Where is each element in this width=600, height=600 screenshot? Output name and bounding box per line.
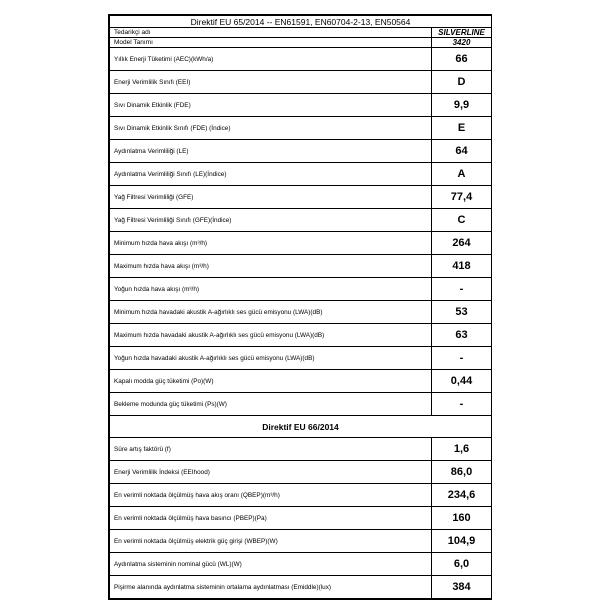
spec-value: 264 bbox=[432, 232, 492, 255]
spec-label: Yağ Filtresi Verimliliği (GFE) bbox=[110, 186, 432, 209]
spec-label: Aydınlatma sisteminin nominal gücü (WL)(W) bbox=[110, 553, 432, 576]
spec-row bbox=[110, 301, 492, 324]
section-title: Direktif EU 66/2014 bbox=[110, 416, 492, 438]
spec-row bbox=[110, 484, 492, 507]
spec-row bbox=[110, 370, 492, 393]
spec-label: Aydınlatma Verimliliği (LE) bbox=[110, 140, 432, 163]
spec-row bbox=[110, 71, 492, 94]
spec-value: 77,4 bbox=[432, 186, 492, 209]
spec-label: Enerji Verimlilik Sınıfı (EEI) bbox=[110, 71, 432, 94]
spec-value: - bbox=[432, 393, 492, 416]
spec-label: En verimli noktada ölçülmüş hava basıncı (PBEP)(Pa) bbox=[110, 507, 432, 530]
spec-value: 9,9 bbox=[432, 94, 492, 117]
model-value: 3420 bbox=[432, 38, 492, 48]
spec-label: Yoğun hızda havadaki akustik A-ağırlıklı ses gücü emisyonu (LWA)(dB) bbox=[110, 347, 432, 370]
spec-label: Süre artış faktörü (f) bbox=[110, 438, 432, 461]
spec-row bbox=[110, 163, 492, 186]
spec-value: - bbox=[432, 278, 492, 301]
spec-value: 63 bbox=[432, 324, 492, 347]
spec-row bbox=[110, 255, 492, 278]
spec-row bbox=[110, 186, 492, 209]
spec-value: 0,44 bbox=[432, 370, 492, 393]
spec-value: 234,6 bbox=[432, 484, 492, 507]
spec-label: Kapalı modda güç tüketimi (Po)(W) bbox=[110, 370, 432, 393]
spec-label: Minimum hızda havadaki akustik A-ağırlıklı ses gücü emisyonu (LWA)(dB) bbox=[110, 301, 432, 324]
spec-row bbox=[110, 140, 492, 163]
supplier-value: SILVERLINE bbox=[432, 28, 492, 38]
spec-label: Minimum hızda hava akışı (m³/h) bbox=[110, 232, 432, 255]
spec-value: 160 bbox=[432, 507, 492, 530]
supplier-label: Tedarikçi adı bbox=[110, 28, 432, 38]
spec-row bbox=[110, 324, 492, 347]
spec-value: 418 bbox=[432, 255, 492, 278]
spec-label: Sıvı Dinamik Etkinlik (FDE) bbox=[110, 94, 432, 117]
spec-row bbox=[110, 393, 492, 416]
model-row bbox=[110, 38, 492, 48]
spec-row bbox=[110, 530, 492, 553]
spec-label: Sıvı Dinamik Etkinlik Sınıfı (FDE) (İndice) bbox=[110, 117, 432, 140]
spec-label: Yoğun hızda hava akışı (m³/h) bbox=[110, 278, 432, 301]
spec-row bbox=[110, 347, 492, 370]
spec-row bbox=[110, 461, 492, 484]
spec-row bbox=[110, 94, 492, 117]
spec-row bbox=[110, 576, 492, 599]
section-header-row bbox=[110, 416, 492, 438]
spec-label: En verimli noktada ölçülmüş hava akış oranı (QBEP)(m³/h) bbox=[110, 484, 432, 507]
spec-row bbox=[110, 48, 492, 71]
spec-value: - bbox=[432, 347, 492, 370]
spec-value: E bbox=[432, 117, 492, 140]
spec-value: 66 bbox=[432, 48, 492, 71]
supplier-row bbox=[110, 28, 492, 38]
spec-label: Enerji Verimlilik İndeksi (EEIhood) bbox=[110, 461, 432, 484]
spec-value: 104,9 bbox=[432, 530, 492, 553]
spec-label: Yağ Filtresi Verimliliği Sınıfı (GFE)(İndice) bbox=[110, 209, 432, 232]
spec-label: Pişirme alanında aydınlatma sisteminin ortalama aydınlatması (Emiddle)(lux) bbox=[110, 576, 432, 599]
spec-value: 384 bbox=[432, 576, 492, 599]
spec-table bbox=[109, 15, 492, 599]
spec-label: Bekleme modunda güç tüketimi (Ps)(W) bbox=[110, 393, 432, 416]
spec-value: 86,0 bbox=[432, 461, 492, 484]
spec-row bbox=[110, 507, 492, 530]
spec-value: 6,0 bbox=[432, 553, 492, 576]
spec-value: D bbox=[432, 71, 492, 94]
spec-value: 53 bbox=[432, 301, 492, 324]
directive-header: Direktif EU 65/2014 -- EN61591, EN60704-2-13, EN50564 bbox=[110, 16, 492, 28]
spec-value: 1,6 bbox=[432, 438, 492, 461]
spec-label: Maximum hızda havadaki akustik A-ağırlıklı ses gücü emisyonu (LWA)(dB) bbox=[110, 324, 432, 347]
spec-row bbox=[110, 438, 492, 461]
model-label: Model Tanımı bbox=[110, 38, 432, 48]
spec-label: Maximum hızda hava akışı (m³/h) bbox=[110, 255, 432, 278]
spec-label: Yıllık Enerji Tüketimi (AEC)(kWh/a) bbox=[110, 48, 432, 71]
spec-label: En verimli noktada ölçülmüş elektrik güç girişi (WBEP)(W) bbox=[110, 530, 432, 553]
spec-value: 64 bbox=[432, 140, 492, 163]
spec-value: A bbox=[432, 163, 492, 186]
spec-row bbox=[110, 278, 492, 301]
spec-row bbox=[110, 232, 492, 255]
spec-label: Aydınlatma Verimliliği Sınıfı (LE)(İndice) bbox=[110, 163, 432, 186]
energy-label-sheet bbox=[108, 14, 492, 600]
spec-row bbox=[110, 209, 492, 232]
header-row bbox=[110, 16, 492, 28]
spec-value: C bbox=[432, 209, 492, 232]
spec-row bbox=[110, 553, 492, 576]
spec-row bbox=[110, 117, 492, 140]
